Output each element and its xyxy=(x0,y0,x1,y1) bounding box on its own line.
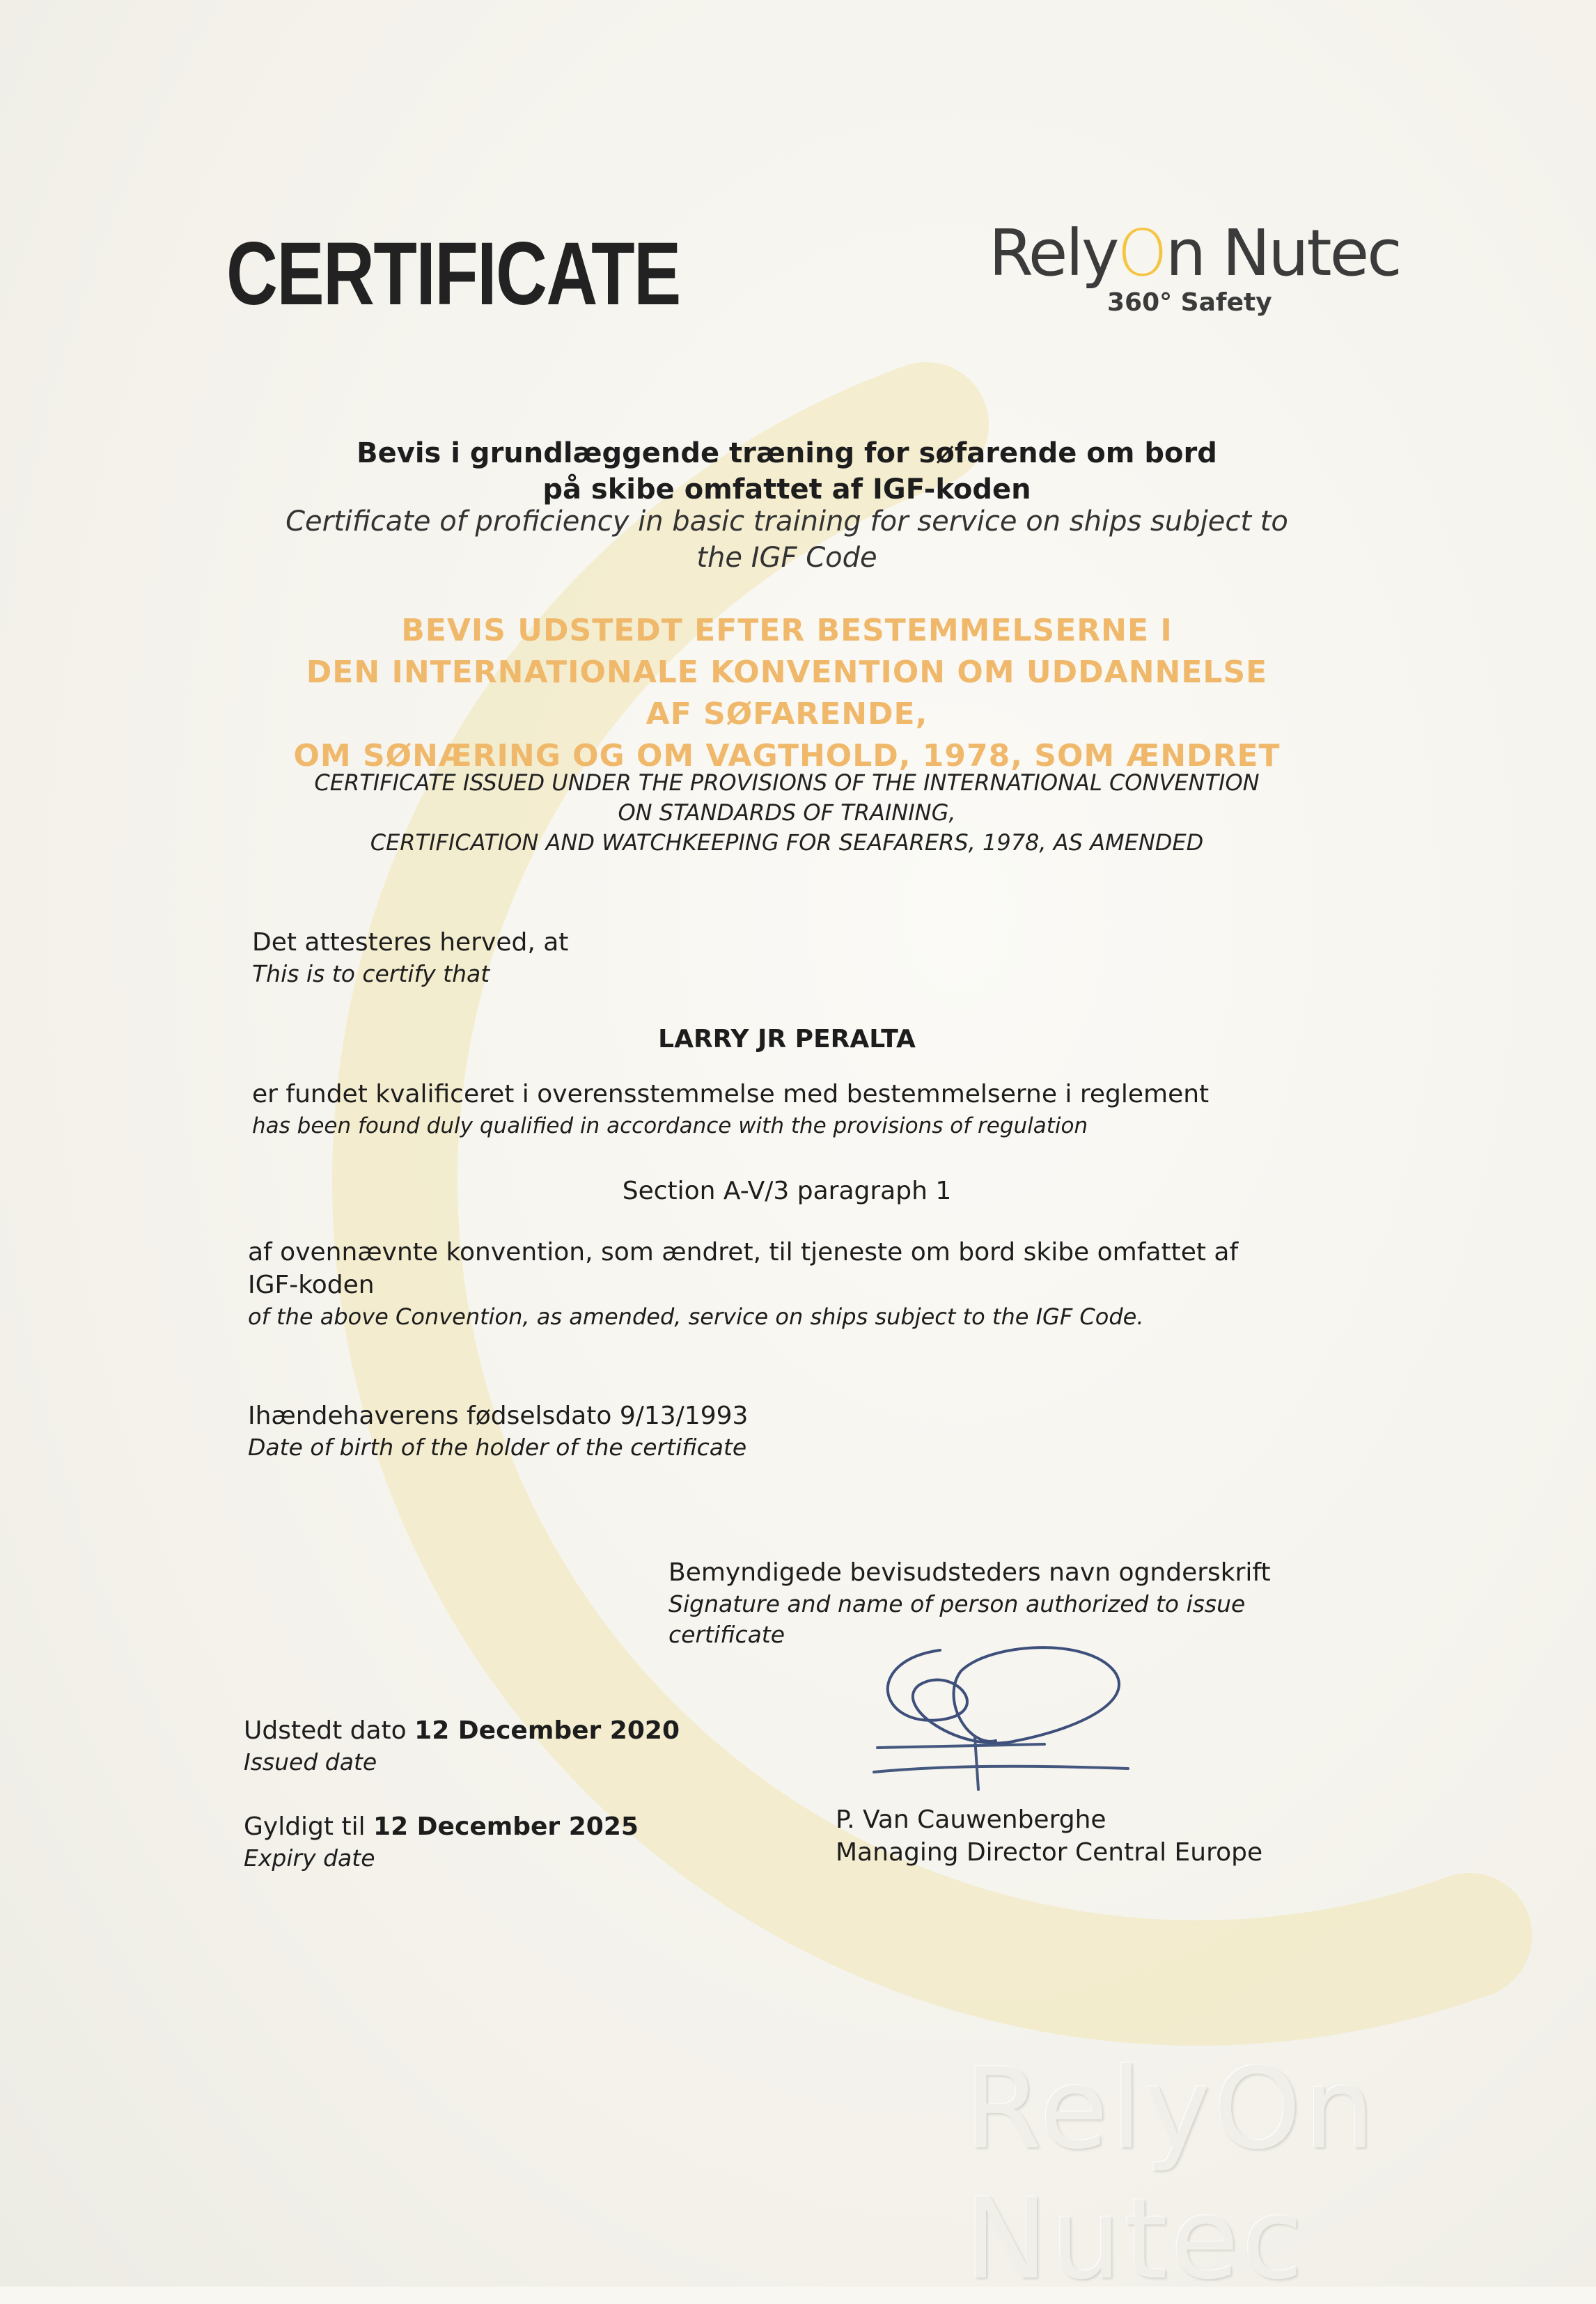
certificate-title: CERTIFICATE xyxy=(226,224,680,324)
signature-label-english-line2: certificate xyxy=(668,1621,785,1648)
convention-english-line3: CERTIFICATION AND WATCHKEEPING FOR SEAFARERS, 1978, AS AMENDED xyxy=(370,829,1204,856)
heading-english xyxy=(139,503,1434,576)
heading-danish xyxy=(139,435,1434,508)
dob-label-danish: Ihændehaverens fødselsdato xyxy=(248,1402,612,1430)
handwritten-signature xyxy=(836,1622,1156,1803)
logo-word-right: n Nutec xyxy=(1165,216,1400,290)
convention-english xyxy=(139,768,1434,858)
issued-date-value: 12 December 2020 xyxy=(414,1716,680,1745)
convention-english-line1: CERTIFICATE ISSUED UNDER THE PROVISIONS OF THE INTERNATIONAL CONVENTION xyxy=(314,769,1260,796)
convention-service-block xyxy=(248,1236,1238,1332)
qualified-english: has been found duly qualified in accordance with the provisions of regulation xyxy=(252,1113,1088,1138)
signer-block xyxy=(836,1803,1262,1869)
issued-label-danish: Udstedt dato xyxy=(244,1716,407,1745)
convention-danish-line2: DEN INTERNATIONALE KONVENTION OM UDDANNELSE xyxy=(306,655,1268,690)
convention-danish-line4: OM SØNÆRING OG OM VAGTHOLD, 1978, SOM ÆNDRET xyxy=(293,738,1281,774)
certify-danish: Det attesteres herved, at xyxy=(252,928,569,957)
convention-danish-line1: BEVIS UDSTEDT EFTER BESTEMMELSERNE I xyxy=(401,613,1173,648)
logo-word-left: Rely xyxy=(989,216,1118,290)
signer-name: P. Van Cauwenberghe xyxy=(836,1805,1106,1834)
signer-title: Managing Director Central Europe xyxy=(836,1838,1263,1867)
qualified-block xyxy=(252,1078,1209,1141)
expiry-label-english: Expiry date xyxy=(244,1844,375,1872)
date-of-birth-block xyxy=(248,1400,748,1463)
convention-service-danish-line1: af ovennævnte konvention, som ændret, til tjeneste om bord skibe omfattet af xyxy=(248,1238,1239,1267)
dob-value: 9/13/1993 xyxy=(619,1402,749,1430)
expiry-date-block xyxy=(244,1810,639,1874)
certify-block xyxy=(252,926,568,989)
heading-english-line2: the IGF Code xyxy=(696,542,877,574)
issued-date-block xyxy=(244,1714,680,1778)
signature-label-danish: Bemyndigede bevisudsteders navn ognderskrift xyxy=(668,1558,1271,1587)
holder-name: LARRY JR PERALTA xyxy=(658,1025,916,1053)
heading-danish-line1: Bevis i grundlæggende træning for søfarende om bord xyxy=(357,437,1217,469)
regulation-section: Section A-V/3 paragraph 1 xyxy=(622,1177,952,1205)
heading-english-line1: Certificate of proficiency in basic training for service on ships subject to xyxy=(285,506,1288,538)
convention-service-english: of the above Convention, as amended, service on ships subject to the IGF Code. xyxy=(248,1303,1144,1330)
relyon-nutec-logo xyxy=(989,216,1400,317)
heading-danish-line2: på skibe omfattet af IGF-koden xyxy=(542,473,1031,506)
certify-english: This is to certify that xyxy=(252,960,490,987)
convention-danish-line3: AF SØFARENDE, xyxy=(646,696,928,732)
convention-service-danish-line2: IGF-koden xyxy=(248,1271,375,1299)
logo-o: O xyxy=(1117,216,1166,290)
expiry-date-value: 12 December 2025 xyxy=(373,1812,639,1841)
expiry-label-danish: Gyldigt til xyxy=(244,1812,366,1841)
logo-subtitle: 360° Safety xyxy=(1107,288,1272,317)
qualified-danish: er fundet kvalificeret i overensstemmelse med bestemmelserne i reglement xyxy=(252,1080,1210,1108)
convention-danish xyxy=(139,610,1434,777)
convention-english-line2: ON STANDARDS OF TRAINING, xyxy=(618,799,956,826)
signature-label-english-line1: Signature and name of person authorized to issue xyxy=(668,1590,1246,1617)
embossed-seal: RelyOn Nutec xyxy=(964,2044,1377,2304)
issued-label-english: Issued date xyxy=(244,1748,377,1776)
dob-label-english: Date of birth of the holder of the certificate xyxy=(248,1434,747,1461)
